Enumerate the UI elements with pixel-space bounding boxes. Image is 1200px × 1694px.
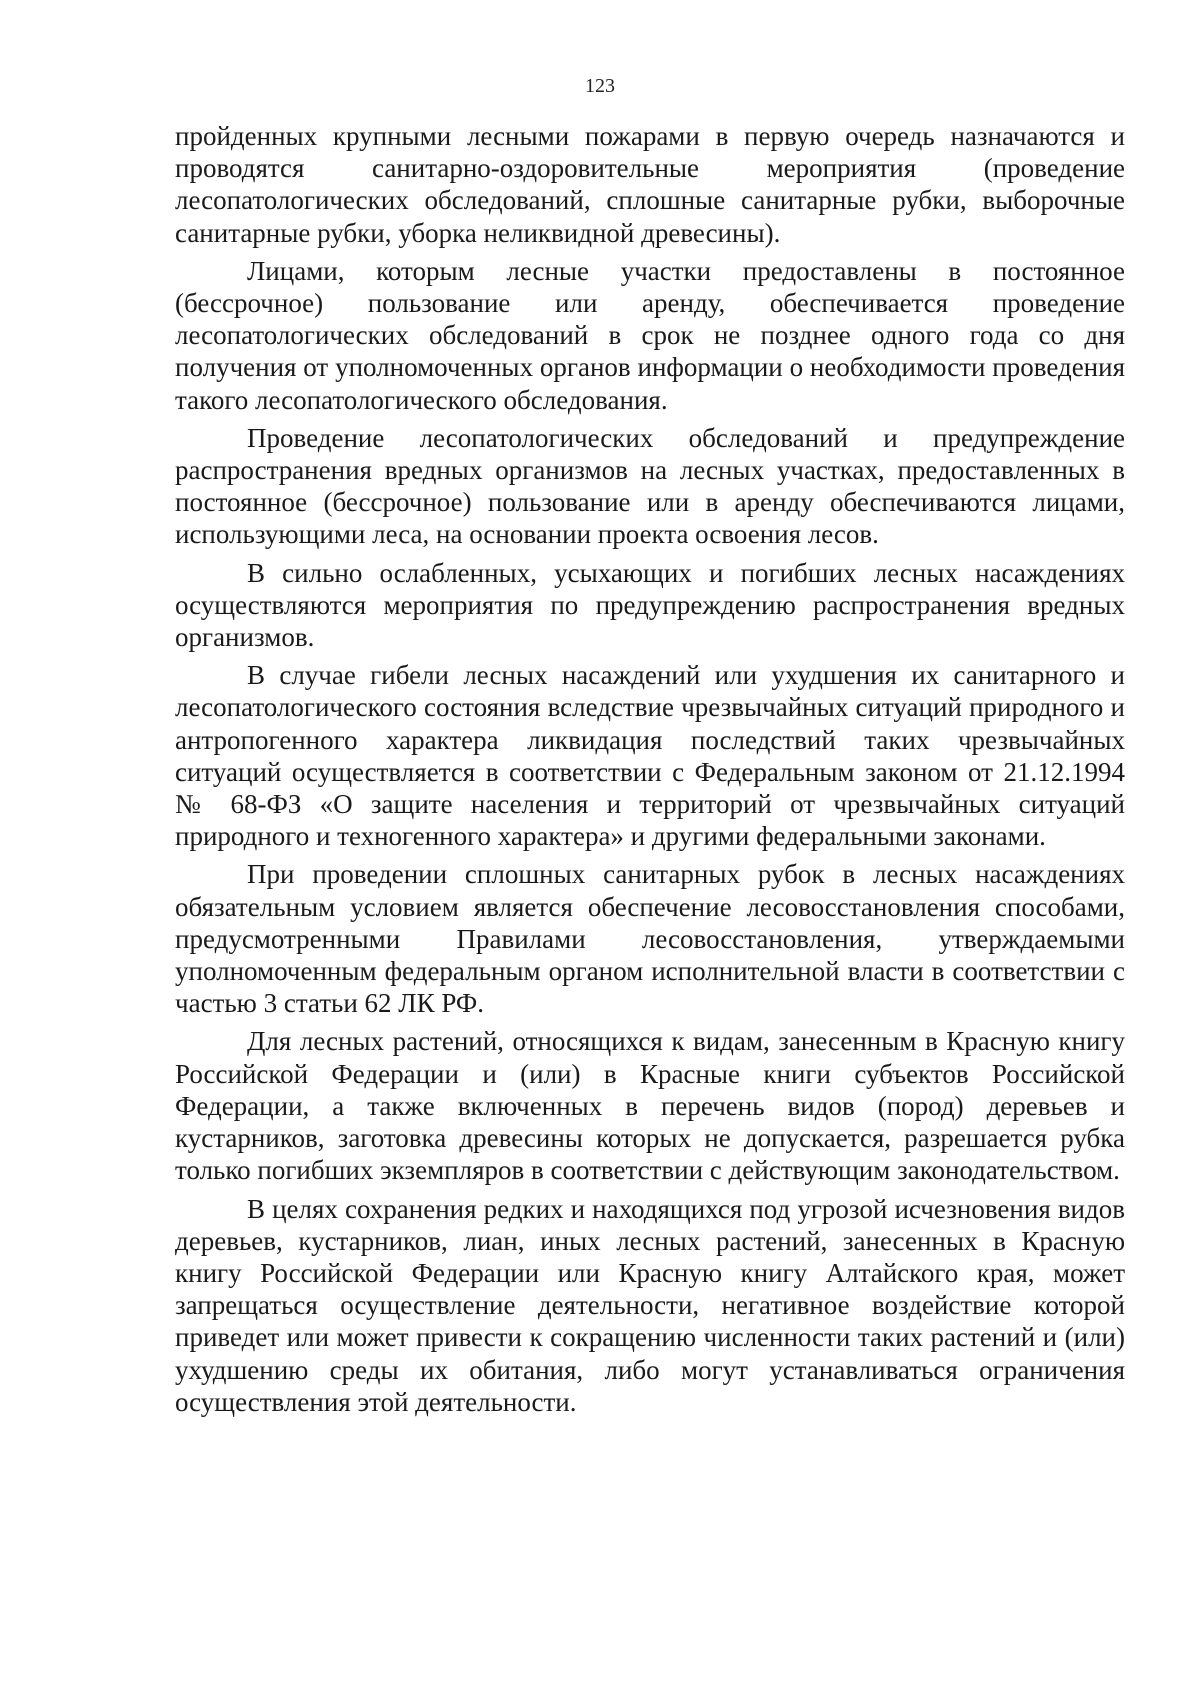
paragraph: Для лесных растений, относящихся к видам, занесенным в Красную книгу Российской Федерации и (или) в Красные книги субъектов Российской Федерации, а также включенных в перечень видов (пород) деревьев и кустарников, заготовка древесины которых не допускается, разрешается рубка только погибших экземпляров в соответствии с действующим законодательством. <box>175 1026 1125 1186</box>
paragraph: пройденных крупными лесными пожарами в первую очередь назначаются и проводятся санитарно-оздоровительные мероприятия (проведение лесопатологических обследований, сплошные санитарные рубки, выборочные санитарные рубки, уборка неликвидной древесины). <box>175 121 1125 248</box>
paragraph: В целях сохранения редких и находящихся под угрозой исчезновения видов деревьев, кустарников, лиан, иных лесных растений, занесенных в Красную книгу Российской Федерации или Красную книгу Алтайского края, может запрещаться осуществление деятельности, негативное воздействие которой приведет или может привести к сокращению численности таких растений и (или) ухудшению среды их обитания, либо могут устанавливаться ограничения осуществления этой деятельности. <box>175 1193 1125 1417</box>
page-number: 123 <box>585 75 615 97</box>
document-body <box>175 120 1125 1424</box>
paragraph: В случае гибели лесных насаждений или ухудшения их санитарного и лесопатологического состояния вследствие чрезвычайных ситуаций природного и антропогенного характера ликвидация последствий таких чрезвычайных ситуаций осуществляется в соответствии с Федеральным законом от 21.12.1994 № 68-ФЗ «О защите населения и территорий от чрезвычайных ситуаций природного и техногенного характера» и другими федеральными законами. <box>175 660 1125 852</box>
paragraph: При проведении сплошных санитарных рубок в лесных насаждениях обязательным условием является обеспечение лесовосстановления способами, предусмотренными Правилами лесовосстановления, утверждаемыми уполномоченным федеральным органом исполнительной власти в соответствии с частью 3 статьи 62 ЛК РФ. <box>175 859 1125 1019</box>
paragraph: В сильно ослабленных, усыхающих и погибших лесных насаждениях осуществляются мероприятия по предупреждению распространения вредных организмов. <box>175 557 1125 653</box>
paragraph: Лицами, которым лесные участки предоставлены в постоянное (бессрочное) пользование или аренду, обеспечивается проведение лесопатологических обследований в срок не позднее одного года со дня получения от уполномоченных органов информации о необходимости проведения такого лесопатологического обследования. <box>175 255 1125 415</box>
paragraph: Проведение лесопатологических обследований и предупреждение распространения вредных организмов на лесных участках, предоставленных в постоянное (бессрочное) пользование или в аренду обеспечиваются лицами, использующими леса, на основании проекта освоения лесов. <box>175 422 1125 550</box>
